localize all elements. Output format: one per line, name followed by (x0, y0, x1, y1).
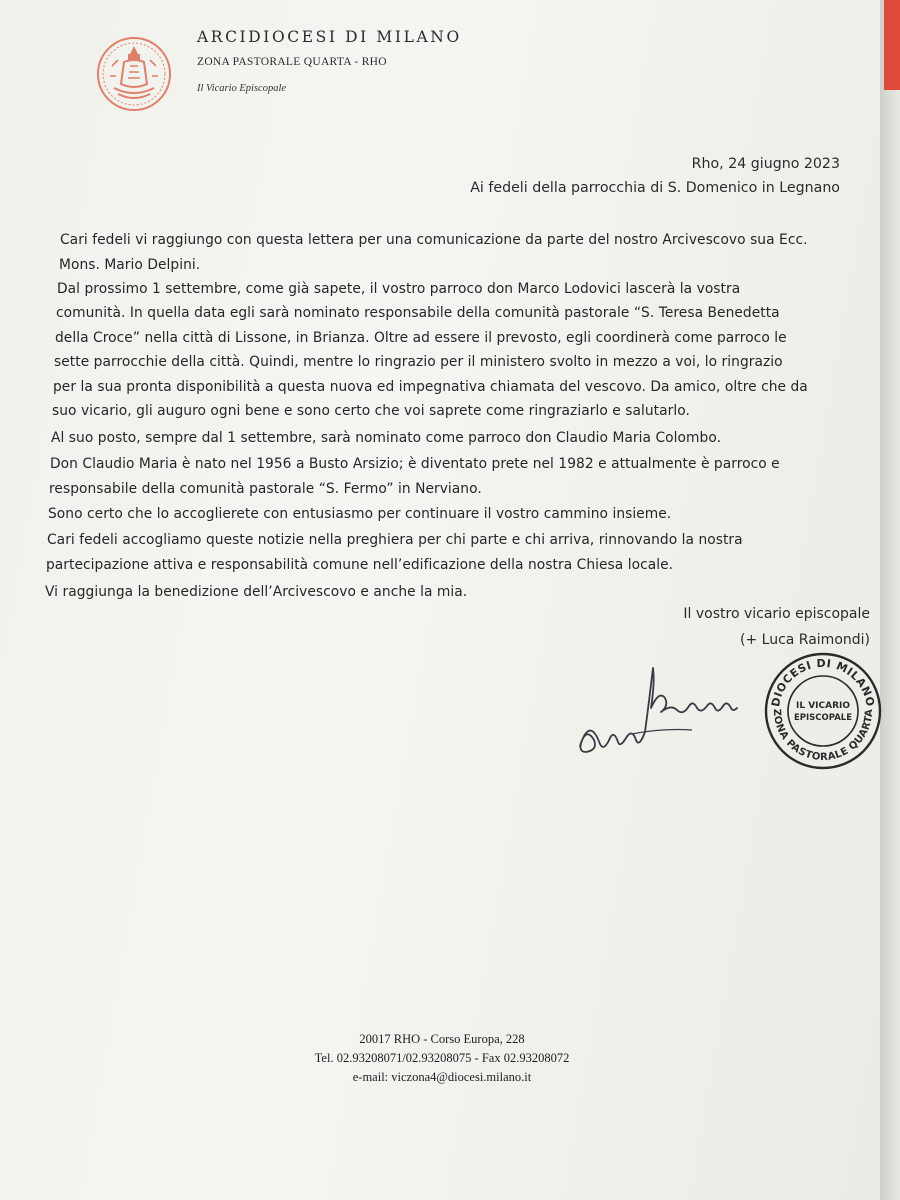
body-line: per la sua pronta disponibilità a questa nuova ed impegnativa chiamata del vescovo. Da amico, oltre che da (53, 379, 808, 395)
closing-name: (+ Luca Raimondi) (740, 632, 870, 648)
body-line: Dal prossimo 1 settembre, come già sapete, il vostro parroco don Marco Lodovici lascerà la vostra (57, 281, 741, 297)
stamp-inner-line1: IL VICARIO (795, 701, 851, 711)
footer-email: e-mail: viczona4@diocesi.milano.it (352, 1070, 532, 1084)
background-corner (884, 0, 900, 90)
place-date: Rho, 24 giugno 2023 (691, 156, 840, 172)
letterhead-subtitle: ZONA PASTORALE QUARTA - RHO (197, 56, 387, 68)
body-line: comunità. In quella data egli sarà nominato responsabile della comunità pastorale “S. Teresa Benedetta (56, 305, 780, 321)
vicar-stamp (762, 650, 884, 772)
body-line: Vi raggiunga la benedizione dell’Arcivescovo e anche la mia. (45, 584, 468, 600)
body-line: Don Claudio Maria è nato nel 1956 a Busto Arsizio; è diventato prete nel 1982 e attualmente è parroco e (50, 456, 780, 472)
letterhead-title: ARCIDIOCESI DI MILANO (197, 28, 462, 46)
recipients: Ai fedeli della parrocchia di S. Domenico in Legnano (470, 180, 840, 196)
body-line: responsabile della comunità pastorale “S. Fermo” in Nerviano. (49, 481, 482, 497)
body-line: Cari fedeli vi raggiungo con questa lettera per una comunicazione da parte del nostro Arcivescovo sua Ecc. (60, 232, 808, 248)
body-line: suo vicario, gli auguro ogni bene e sono certo che voi saprete come ringraziarlo e salutarlo. (52, 403, 690, 419)
closing-title: Il vostro vicario episcopale (683, 606, 870, 622)
footer-phones: Tel. 02.93208071/02.93208075 - Fax 02.93208072 (314, 1051, 570, 1065)
diocesan-seal-icon (96, 36, 172, 112)
body-line: Sono certo che lo accoglierete con entusiasmo per continuare il vostro cammino insieme. (48, 506, 672, 522)
body-line: sette parrocchie della città. Quindi, mentre lo ringrazio per il ministero svolto in mezzo a voi, lo ringrazio (54, 354, 783, 370)
handwritten-signature (572, 660, 762, 770)
stamp-outer-top: DIOCESI DI MILANO (769, 656, 877, 708)
stamp-outer-bottom: ZONA PASTORALE QUARTA (770, 708, 876, 764)
paper-edge (880, 0, 900, 1200)
stamp-inner-line2: EPISCOPALE (793, 713, 853, 723)
body-line: Mons. Mario Delpini. (59, 257, 201, 273)
footer-address: 20017 RHO - Corso Europa, 228 (359, 1032, 525, 1046)
letterhead-role: Il Vicario Episcopale (197, 83, 287, 94)
body-line: partecipazione attiva e responsabilità comune nell’edificazione della nostra Chiesa locale. (46, 557, 674, 573)
body-line: Cari fedeli accogliamo queste notizie nella preghiera per chi parte e chi arriva, rinnovando la nostra (47, 532, 743, 548)
body-line: Al suo posto, sempre dal 1 settembre, sarà nominato come parroco don Claudio Maria Colombo. (51, 430, 721, 446)
body-line: della Croce” nella città di Lissone, in Brianza. Oltre ad essere il prevosto, egli coordinerà come parroco le (55, 330, 787, 346)
